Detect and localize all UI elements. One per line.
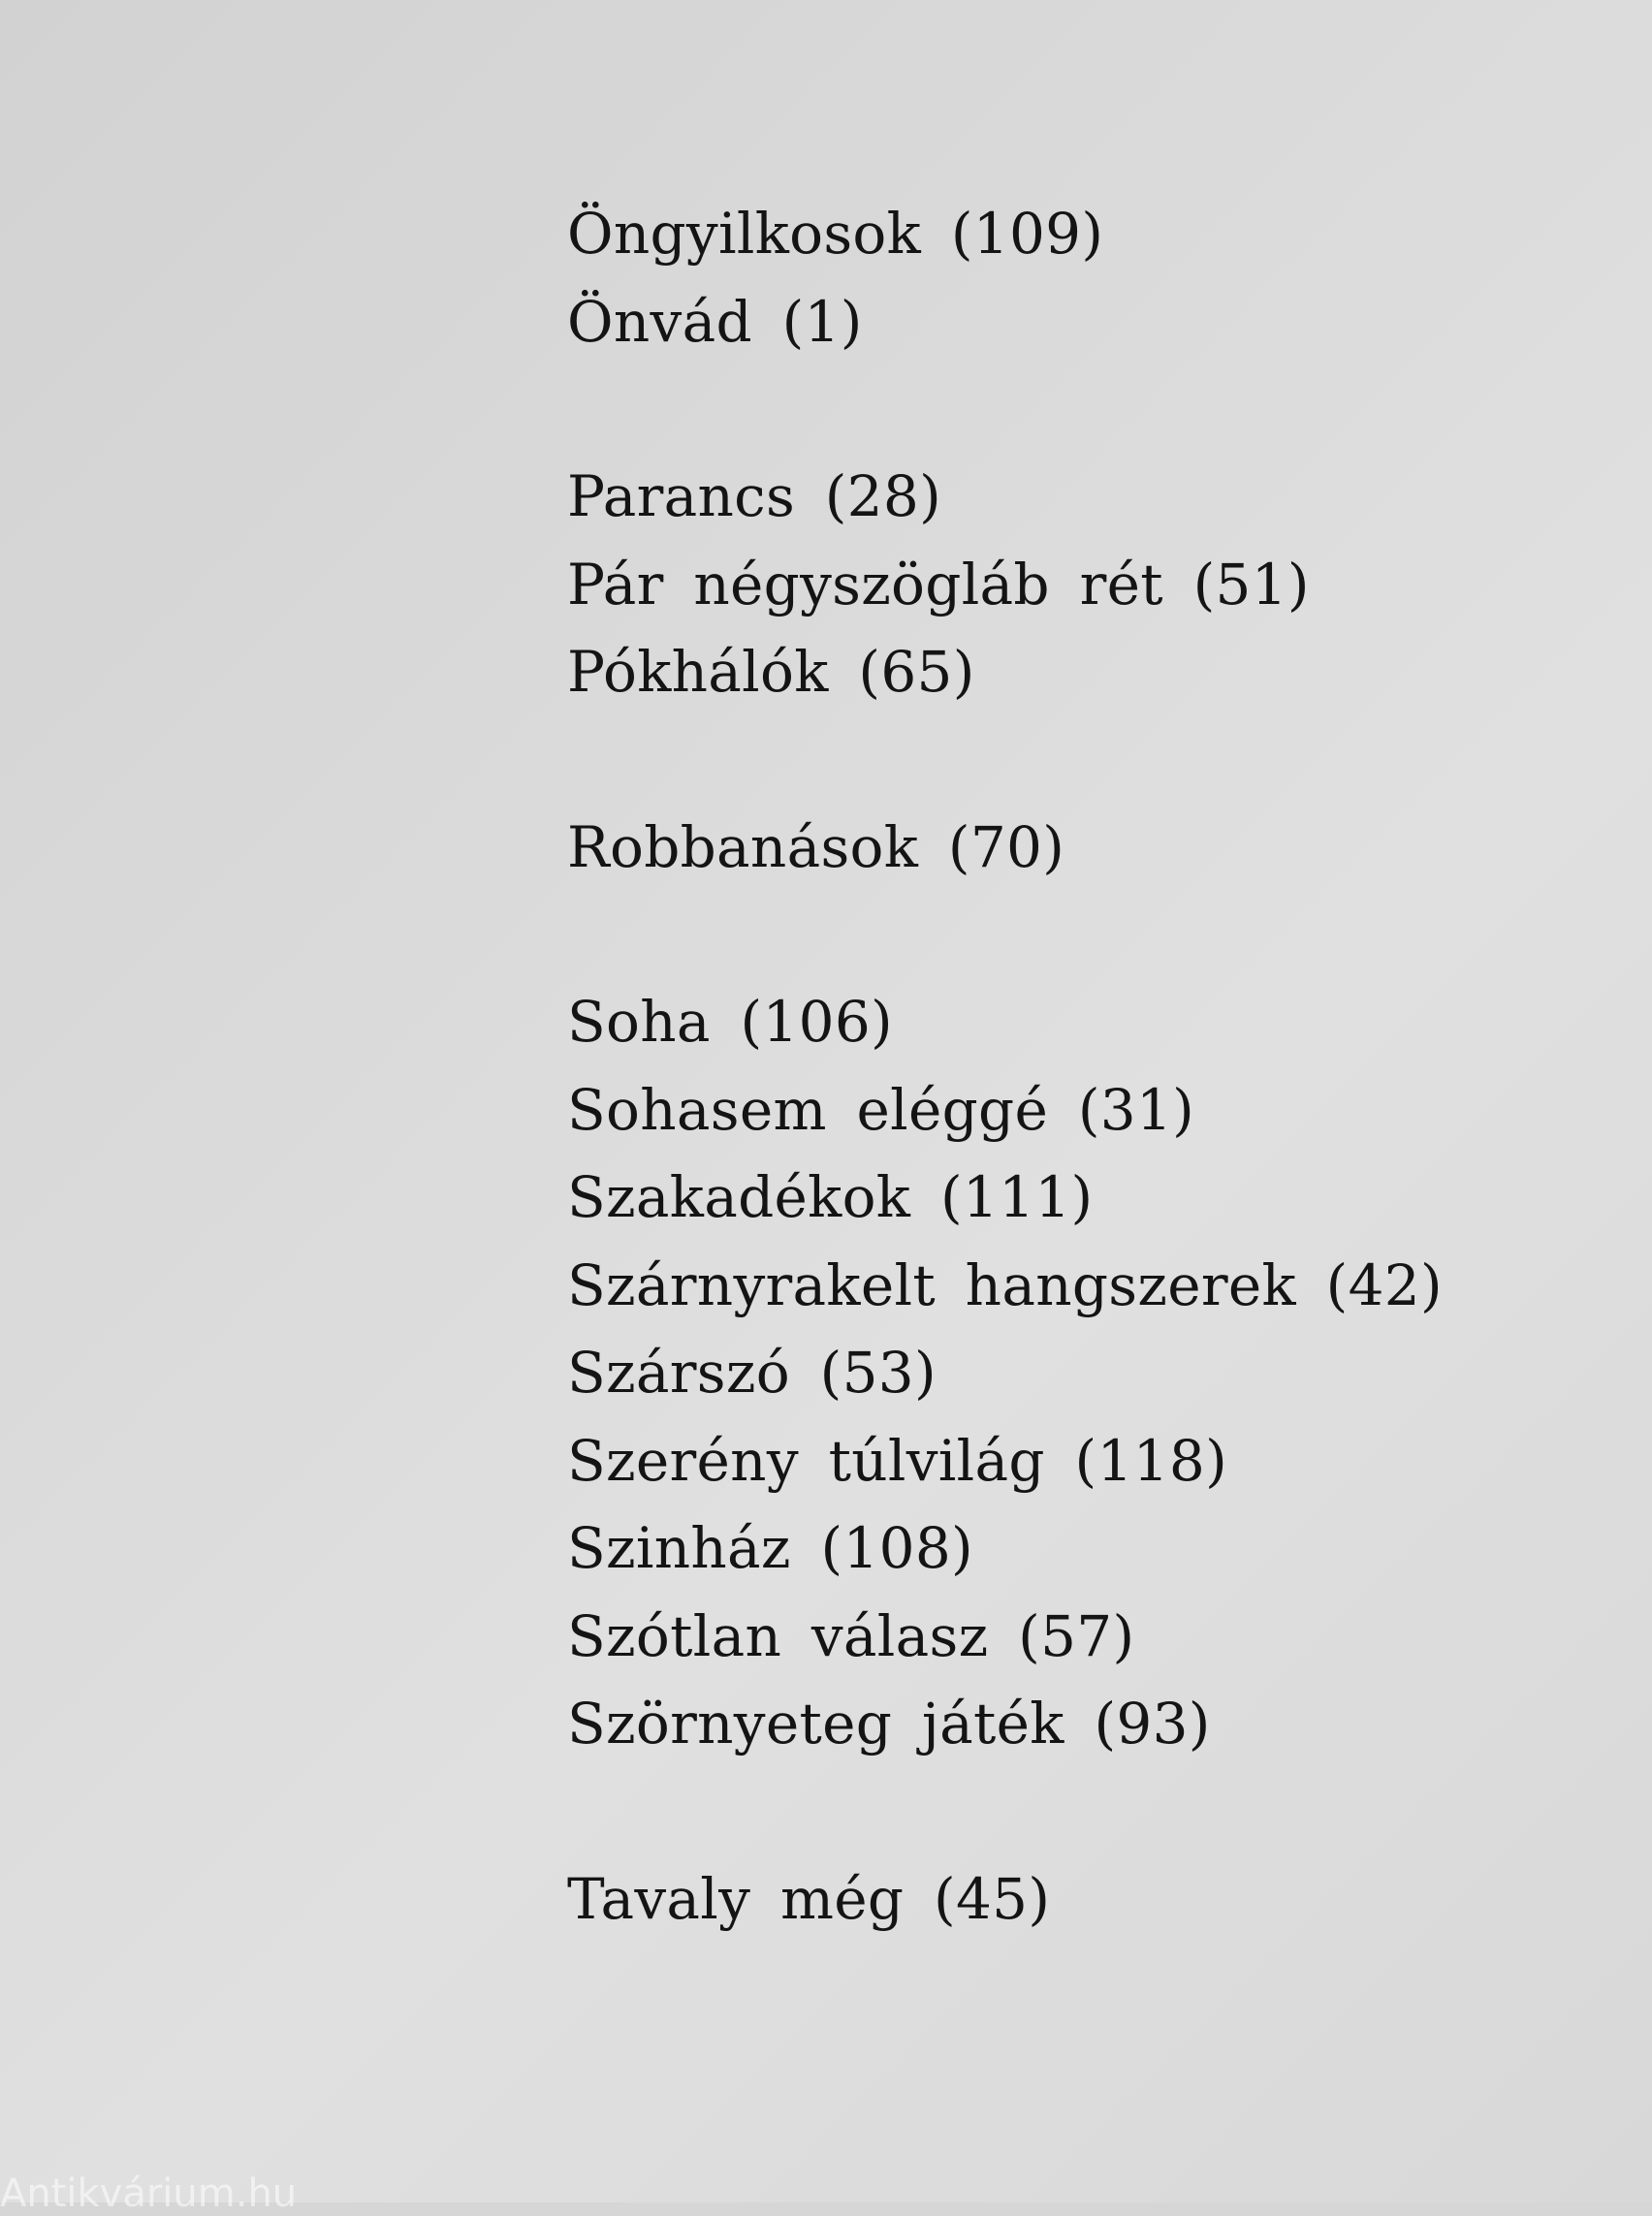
index-entry: Tavaly még (45)	[567, 1865, 1051, 1932]
index-entry: Önvád (1)	[567, 288, 863, 355]
index-entry: Parancs (28)	[567, 463, 942, 529]
index-entry: Soha (106)	[567, 989, 893, 1055]
index-group-r	[567, 804, 1537, 892]
index-entry: Szinház (108)	[567, 1515, 973, 1581]
title-index	[567, 190, 1537, 1943]
index-entry: Szerény túlvilág (118)	[567, 1427, 1228, 1494]
index-entry: Sohasem eléggé (31)	[567, 1076, 1195, 1143]
index-entry: Szárnyrakelt hangszerek (42)	[567, 1251, 1443, 1318]
index-group-o	[567, 190, 1537, 365]
index-entry: Szörnyeteg játék (93)	[567, 1691, 1211, 1757]
watermark: Antikvárium.hu	[0, 2171, 298, 2216]
index-entry: Szakadékok (111)	[567, 1164, 1094, 1230]
index-group-s	[567, 978, 1537, 1768]
index-entry: Pókhálók (65)	[567, 639, 975, 705]
index-entry: Szárszó (53)	[567, 1340, 937, 1406]
index-entry: Pár négyszögláb rét (51)	[567, 551, 1310, 617]
index-entry: Öngyilkosok (109)	[567, 201, 1104, 267]
index-group-p	[567, 453, 1537, 716]
index-entry: Szótlan válasz (57)	[567, 1602, 1135, 1669]
index-entry: Robbanások (70)	[567, 813, 1065, 880]
index-group-t	[567, 1855, 1537, 1944]
